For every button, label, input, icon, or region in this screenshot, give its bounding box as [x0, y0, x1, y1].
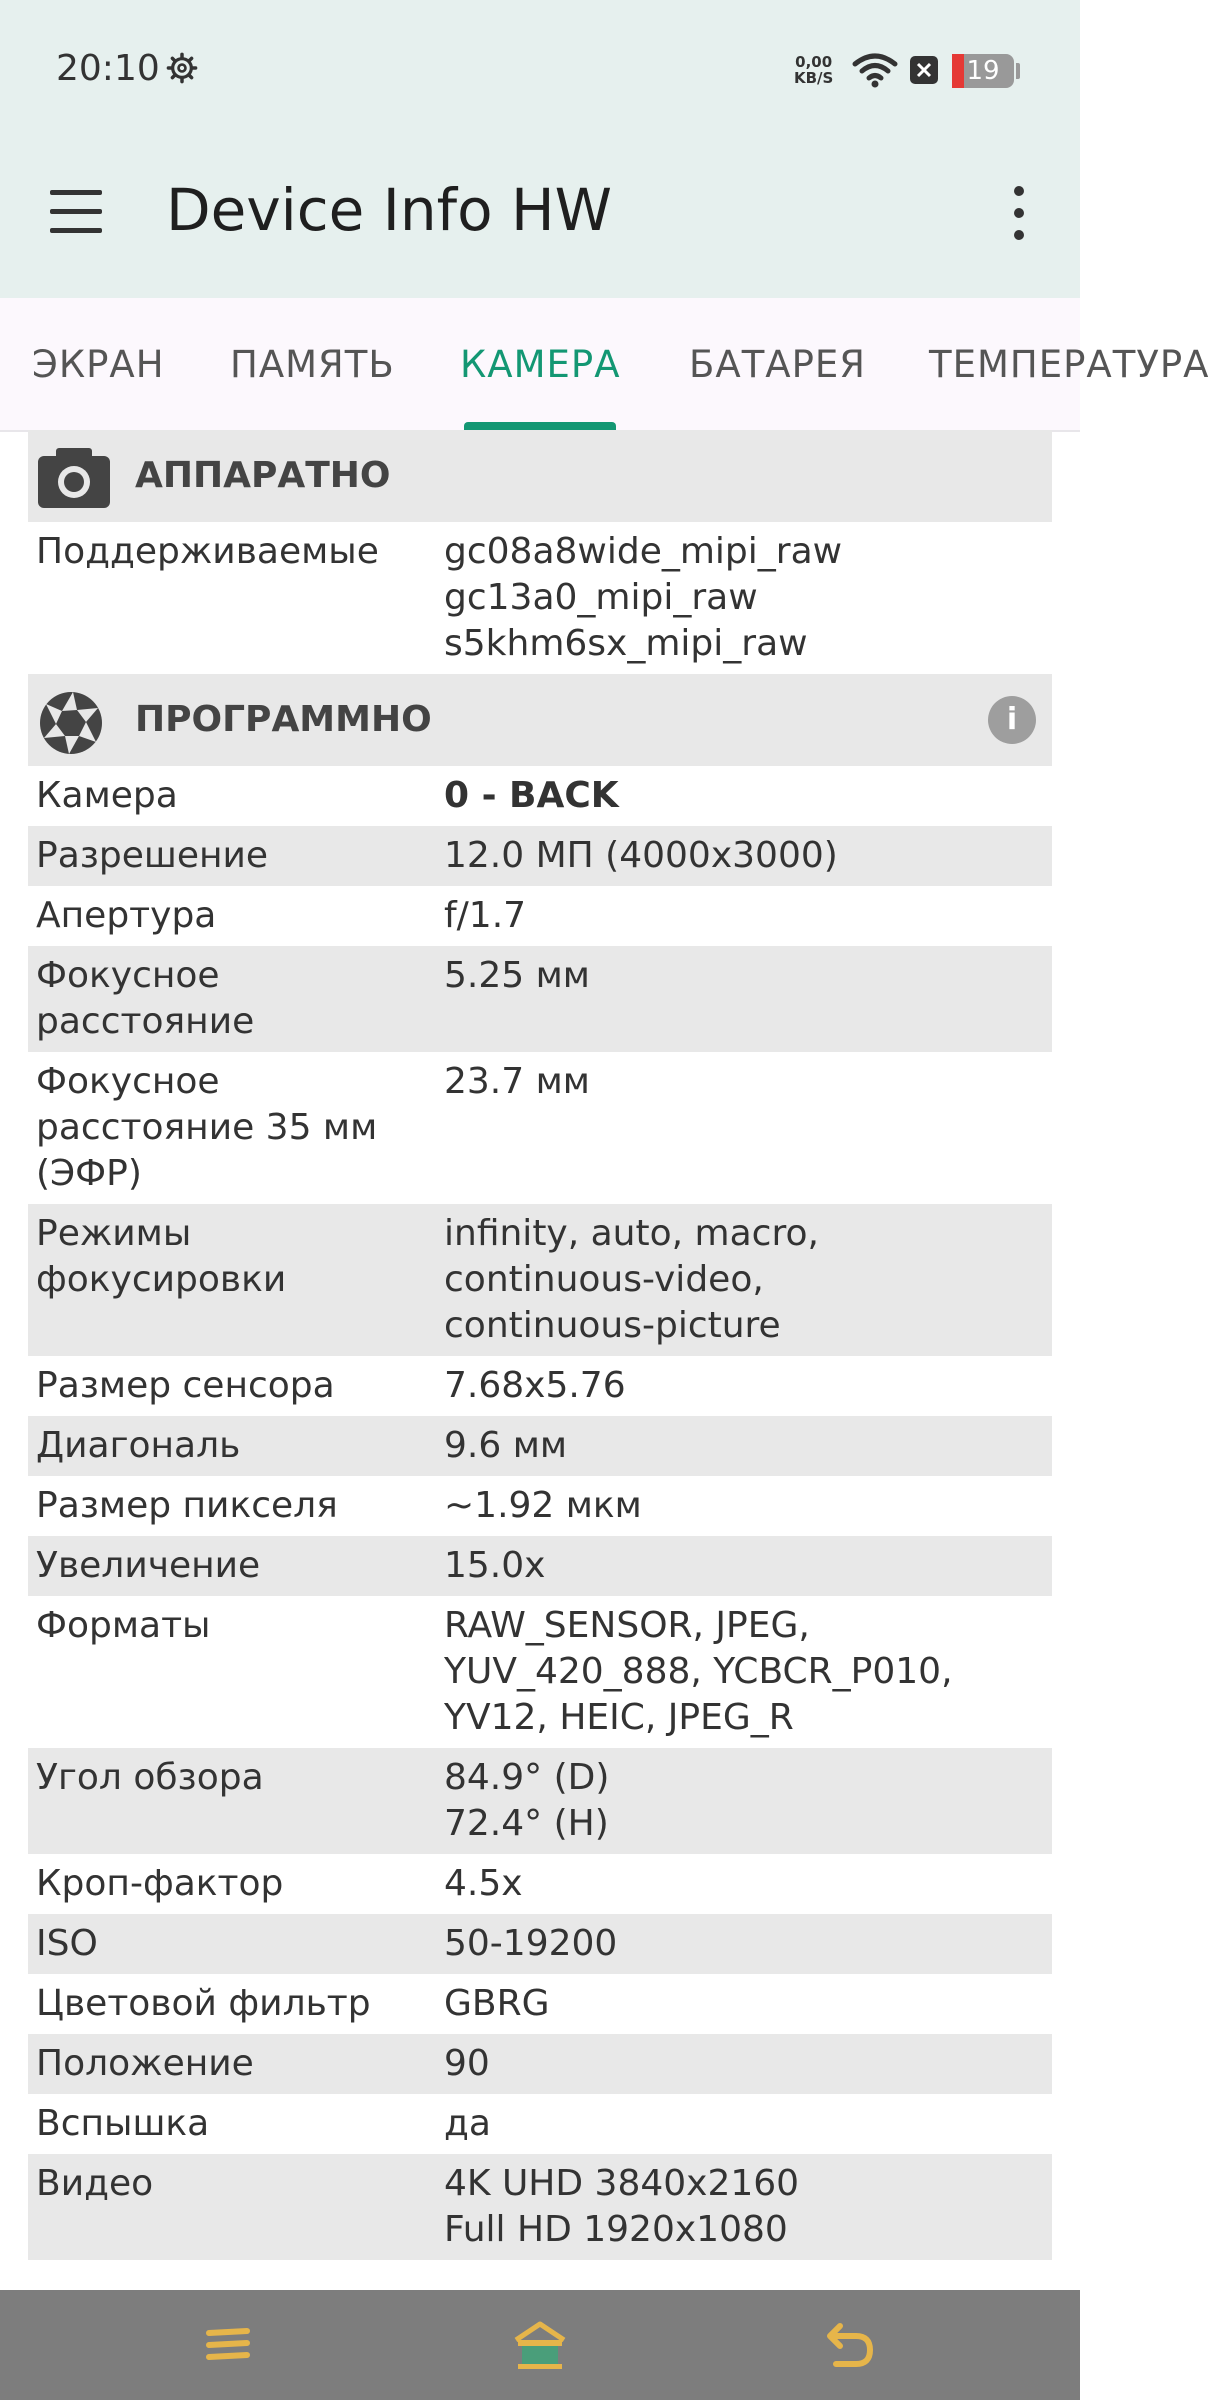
info-row-value-line: infinity, auto, macro,: [444, 1213, 819, 1254]
tab-camera[interactable]: КАМЕРА: [460, 343, 621, 386]
info-row: [28, 946, 1052, 1052]
info-row-label: Фокусное расстояние 35 мм (ЭФР): [36, 1061, 378, 1194]
info-row: [28, 522, 1052, 674]
info-row: [28, 1536, 1052, 1596]
navigation-bar: [0, 2290, 1080, 2400]
info-row: [28, 1854, 1052, 1914]
info-row-value-line: 23.7 мм: [444, 1061, 590, 1102]
info-row: [28, 1596, 1052, 1748]
section-header-software: [28, 674, 1052, 766]
info-row-label: Вспышка: [36, 2103, 210, 2144]
info-row-value-line: 5.25 мм: [444, 955, 590, 996]
info-row-value: [444, 2161, 1052, 2253]
info-row-value: [444, 1059, 1052, 1197]
home-nav-icon[interactable]: [512, 2320, 568, 2370]
info-row-value-line: 4K UHD 3840x2160: [444, 2163, 800, 2204]
info-row-value: [444, 1921, 1052, 1967]
info-row-value-line: ~1.92 мкм: [444, 1485, 642, 1526]
tab-memory[interactable]: ПАМЯТЬ: [230, 343, 395, 386]
info-row-value-line: YUV_420_888, YCBCR_P010,: [444, 1651, 953, 1692]
info-row-label: Размер пикселя: [36, 1485, 338, 1526]
info-row-value: [444, 1423, 1052, 1469]
info-row-value-line: s5khm6sx_mipi_raw: [444, 623, 808, 664]
info-row: [28, 1748, 1052, 1854]
info-row-value: [444, 1861, 1052, 1907]
app-bar: [0, 140, 1080, 298]
info-row-label: ISO: [36, 1923, 98, 1964]
info-row-value-line: 15.0x: [444, 1545, 546, 1586]
info-row-value-line: 4.5x: [444, 1863, 523, 1904]
aperture-icon: [38, 690, 104, 756]
network-speed-unit: KB/S: [794, 69, 834, 87]
info-row-label: Камера: [36, 775, 178, 816]
info-row-value-line: 9.6 мм: [444, 1425, 568, 1466]
info-row: [28, 2154, 1052, 2260]
info-row-value-line: YV12, HEIC, JPEG_R: [444, 1697, 794, 1738]
info-row-value: [444, 1363, 1052, 1409]
info-row-value: [444, 1211, 1052, 1349]
info-row: [28, 2034, 1052, 2094]
settings-gear-icon: [166, 52, 198, 84]
info-row: [28, 1052, 1052, 1204]
info-row-label: Угол обзора: [36, 1757, 264, 1798]
info-row-label: Фокусное расстояние: [36, 955, 255, 1042]
info-row-value: [444, 1483, 1052, 1529]
tab-temperature[interactable]: ТЕМПЕРАТУРА: [929, 343, 1210, 386]
info-row-value: [444, 773, 1052, 819]
tab-screen[interactable]: ЭКРАН: [32, 343, 165, 386]
network-speed: [794, 54, 833, 86]
info-row: [28, 1974, 1052, 2034]
info-row: [28, 766, 1052, 826]
info-row-label: Размер сенсора: [36, 1365, 335, 1406]
section-title-software: ПРОГРАММНО: [135, 699, 432, 740]
info-row-value-line: 84.9° (D): [444, 1757, 610, 1798]
tab-bar: [0, 298, 1210, 432]
info-row: [28, 1356, 1052, 1416]
info-row-value-line: 12.0 МП (4000x3000): [444, 835, 838, 876]
info-row-label: Режимы фокусировки: [36, 1213, 287, 1300]
info-row-value-line: gc08a8wide_mipi_raw: [444, 531, 843, 572]
section-title-hardware: АППАРАТНО: [135, 455, 391, 496]
info-row-label: Диагональ: [36, 1425, 241, 1466]
info-row-value: [444, 529, 1052, 667]
tab-battery[interactable]: БАТАРЕЯ: [689, 343, 867, 386]
info-row-label: Увеличение: [36, 1545, 261, 1586]
info-row-value-line: continuous-picture: [444, 1305, 781, 1346]
back-nav-icon[interactable]: [824, 2320, 876, 2370]
info-row-value-line: f/1.7: [444, 895, 527, 936]
info-row-value-line: 0 - BACK: [444, 775, 619, 816]
info-row-value-line: GBRG: [444, 1983, 550, 2024]
info-row-value-line: continuous-video,: [444, 1259, 764, 1300]
battery-level: 19: [966, 56, 1000, 86]
info-row: [28, 1204, 1052, 1356]
info-row: [28, 886, 1052, 946]
sim-off-icon: [910, 56, 938, 84]
info-row-value-line: 90: [444, 2043, 490, 2084]
status-time: 20:10: [56, 48, 160, 89]
info-row-label: Форматы: [36, 1605, 211, 1646]
info-row: [28, 826, 1052, 886]
active-tab-indicator: [464, 422, 616, 430]
hamburger-menu-icon[interactable]: [50, 190, 104, 234]
info-row: [28, 1416, 1052, 1476]
wifi-icon: [852, 52, 898, 88]
info-row: [28, 2094, 1052, 2154]
info-row: [28, 1914, 1052, 1974]
info-row-value-line: да: [444, 2103, 491, 2144]
info-row-value: [444, 833, 1052, 879]
overflow-menu-icon[interactable]: [1012, 186, 1026, 242]
info-row-value-line: RAW_SENSOR, JPEG,: [444, 1605, 810, 1646]
info-row-label: Апертура: [36, 895, 217, 936]
info-row-value: [444, 2101, 1052, 2147]
info-row-value: [444, 1981, 1052, 2027]
info-row-value-line: 72.4° (H): [444, 1803, 609, 1844]
info-row-label: Разрешение: [36, 835, 269, 876]
info-row-value-line: Full HD 1920x1080: [444, 2209, 788, 2250]
info-row-label: Кроп-фактор: [36, 1863, 284, 1904]
network-speed-value: 0,00: [795, 53, 833, 71]
section-header-hardware: [28, 430, 1052, 522]
info-row-label: Цветовой фильтр: [36, 1983, 371, 2024]
status-bar: [0, 0, 1080, 140]
menu-nav-icon[interactable]: [203, 2320, 253, 2370]
info-row-value: [444, 953, 1052, 1045]
battery-icon: [952, 54, 1014, 88]
info-row-value: [444, 1603, 1052, 1741]
info-row-value-line: 7.68x5.76: [444, 1365, 626, 1406]
info-icon[interactable]: i: [988, 696, 1036, 744]
battery-tip: [1016, 63, 1020, 79]
info-row-value-line: gc13a0_mipi_raw: [444, 577, 758, 618]
camera-info-list[interactable]: [28, 430, 1052, 2260]
app-title: Device Info HW: [166, 176, 612, 244]
info-row-value: [444, 1543, 1052, 1589]
info-row: [28, 1476, 1052, 1536]
info-row-value-line: 50-19200: [444, 1923, 618, 1964]
info-row-value: [444, 893, 1052, 939]
info-row-value: [444, 1755, 1052, 1847]
camera-icon: [38, 446, 110, 508]
info-row-label: Поддерживаемые: [36, 531, 379, 572]
info-row-label: Положение: [36, 2043, 254, 2084]
info-row-value: [444, 2041, 1052, 2087]
info-row-label: Видео: [36, 2163, 154, 2204]
